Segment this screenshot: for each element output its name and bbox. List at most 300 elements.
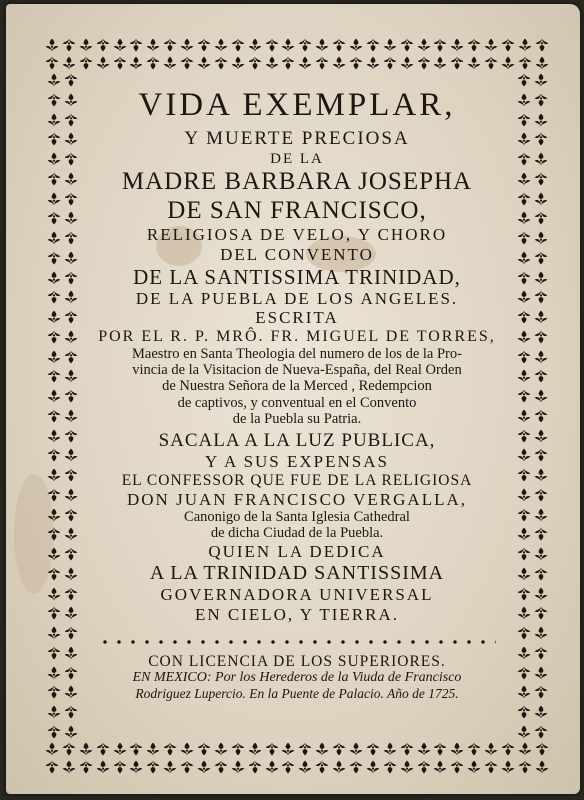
fleuron-icon <box>533 329 549 345</box>
fleuron-icon <box>63 112 79 128</box>
fleuron-icon <box>449 37 465 53</box>
fleuron-icon <box>63 230 79 246</box>
fleuron-icon <box>533 368 549 384</box>
fleuron-icon <box>46 586 62 602</box>
fleuron-icon <box>230 55 246 71</box>
fleuron-icon <box>517 759 533 775</box>
fleuron-icon <box>483 759 499 775</box>
fleuron-icon <box>297 759 313 775</box>
fleuron-icon <box>533 289 549 305</box>
fleuron-icon <box>63 151 79 167</box>
fleuron-icon <box>516 230 532 246</box>
border-ornament-pair <box>46 270 79 286</box>
fleuron-icon <box>416 741 432 757</box>
fleuron-icon <box>516 368 532 384</box>
fleuron-icon <box>46 171 62 187</box>
fleuron-icon <box>63 270 79 286</box>
fleuron-icon <box>432 759 448 775</box>
fleuron-icon <box>280 55 296 71</box>
fleuron-icon <box>63 289 79 305</box>
border-ornament-pair <box>46 724 79 740</box>
fleuron-icon <box>46 368 62 384</box>
fleuron-icon <box>533 586 549 602</box>
fleuron-icon <box>399 37 415 53</box>
border-ornament-pair <box>46 250 79 266</box>
fleuron-icon <box>533 724 549 740</box>
border-ornament-pair <box>46 210 79 226</box>
fleuron-icon <box>128 759 144 775</box>
border-ornament-pair <box>516 270 549 286</box>
fleuron-icon <box>46 526 62 542</box>
fleuron-icon <box>230 759 246 775</box>
fleuron-icon <box>399 55 415 71</box>
fleuron-icon <box>382 759 398 775</box>
fleuron-icon <box>63 191 79 207</box>
sponsor-line: EL CONFESSOR QUE FUE DE LA RELIGIOSA <box>121 471 473 489</box>
border-ornament-pair <box>516 388 549 404</box>
fleuron-icon <box>112 55 128 71</box>
fleuron-icon <box>95 37 111 53</box>
fleuron-icon <box>179 741 195 757</box>
fleuron-icon <box>46 92 62 108</box>
fleuron-icon <box>516 270 532 286</box>
fleuron-icon <box>196 55 212 71</box>
fleuron-icon <box>162 55 178 71</box>
author-line: POR EL R. P. MRÔ. FR. MIGUEL DE TORRES, <box>98 328 496 346</box>
fleuron-icon <box>46 507 62 523</box>
fleuron-icon <box>533 526 549 542</box>
fleuron-icon <box>162 37 178 53</box>
fleuron-icon <box>63 665 79 681</box>
fleuron-icon <box>533 704 549 720</box>
fleuron-icon <box>46 467 62 483</box>
fleuron-icon <box>44 741 60 757</box>
fleuron-icon <box>46 645 62 661</box>
fleuron-icon <box>247 759 263 775</box>
escrita-label: ESCRITA <box>255 308 339 328</box>
fleuron-icon <box>145 759 161 775</box>
border-ornament-pair <box>46 447 79 463</box>
fleuron-icon <box>44 37 60 53</box>
fleuron-icon <box>348 741 364 757</box>
fleuron-icon <box>46 349 62 365</box>
border-ornament-pair <box>46 329 79 345</box>
fleuron-icon <box>63 704 79 720</box>
border-ornament-pair <box>516 605 549 621</box>
fleuron-icon <box>516 546 532 562</box>
fleuron-icon <box>483 741 499 757</box>
fleuron-icon <box>78 37 94 53</box>
fleuron-icon <box>466 741 482 757</box>
border-ornament-pair <box>516 250 549 266</box>
fleuron-icon <box>46 566 62 582</box>
fleuron-icon <box>213 37 229 53</box>
fleuron-icon <box>46 289 62 305</box>
border-ornament-pair <box>46 368 79 384</box>
border-ornament-pair <box>516 309 549 325</box>
fleuron-icon <box>196 37 212 53</box>
fleuron-icon <box>348 37 364 53</box>
fleuron-icon <box>533 487 549 503</box>
fleuron-icon <box>314 55 330 71</box>
border-top-row <box>44 36 550 54</box>
fleuron-icon <box>63 171 79 187</box>
fleuron-icon <box>46 625 62 641</box>
fleuron-icon <box>432 741 448 757</box>
border-ornament-pair <box>516 625 549 641</box>
fleuron-icon <box>516 191 532 207</box>
border-ornament-pair <box>46 566 79 582</box>
border-ornament-pair <box>516 704 549 720</box>
fleuron-icon <box>63 329 79 345</box>
border-ornament-pair <box>516 191 549 207</box>
fleuron-icon <box>516 349 532 365</box>
border-ornament-pair <box>46 625 79 641</box>
border-left-column <box>44 72 80 740</box>
fleuron-icon <box>63 586 79 602</box>
fleuron-icon <box>63 131 79 147</box>
fleuron-icon <box>145 37 161 53</box>
border-ornament-pair <box>46 131 79 147</box>
border-ornament-pair <box>516 329 549 345</box>
fleuron-icon <box>516 467 532 483</box>
fleuron-icon <box>533 191 549 207</box>
fleuron-icon <box>95 741 111 757</box>
fleuron-icon <box>534 741 550 757</box>
fleuron-icon <box>516 428 532 444</box>
fleuron-icon <box>61 55 77 71</box>
fleuron-icon <box>46 684 62 700</box>
fleuron-icon <box>63 210 79 226</box>
fleuron-icon <box>247 37 263 53</box>
fleuron-icon <box>516 151 532 167</box>
border-top-row-2 <box>44 54 550 72</box>
fleuron-icon <box>382 55 398 71</box>
fleuron-icon <box>112 759 128 775</box>
fleuron-icon <box>280 37 296 53</box>
fleuron-icon <box>432 37 448 53</box>
fleuron-icon <box>466 759 482 775</box>
fleuron-icon <box>516 586 532 602</box>
border-ornament-pair <box>516 289 549 305</box>
fleuron-icon <box>78 55 94 71</box>
fleuron-icon <box>95 759 111 775</box>
border-ornament-pair <box>516 210 549 226</box>
fleuron-icon <box>533 428 549 444</box>
fleuron-icon <box>196 759 212 775</box>
fleuron-icon <box>61 759 77 775</box>
fleuron-icon <box>46 329 62 345</box>
fleuron-icon <box>63 250 79 266</box>
fleuron-icon <box>196 741 212 757</box>
dedication-line: GOVERNADORA UNIVERSAL <box>160 585 434 605</box>
sponsor-detail: de dicha Ciudad de la Puebla. <box>210 525 384 542</box>
fleuron-icon <box>516 112 532 128</box>
fleuron-icon <box>63 526 79 542</box>
fleuron-icon <box>46 724 62 740</box>
fleuron-icon <box>213 759 229 775</box>
fleuron-icon <box>348 55 364 71</box>
border-ornament-pair <box>46 704 79 720</box>
fleuron-icon <box>534 37 550 53</box>
border-ornament-pair <box>516 684 549 700</box>
border-ornament-pair <box>516 724 549 740</box>
fleuron-icon <box>432 55 448 71</box>
fleuron-icon <box>63 92 79 108</box>
fleuron-icon <box>449 55 465 71</box>
border-ornament-pair <box>516 645 549 661</box>
author-detail: vincia de la Visitacion de Nueva-España, del Real Orden <box>132 362 462 379</box>
fleuron-icon <box>500 55 516 71</box>
fleuron-icon <box>63 408 79 424</box>
fleuron-icon <box>533 684 549 700</box>
fleuron-icon <box>500 759 516 775</box>
ornamental-border <box>44 36 550 776</box>
border-ornament-pair <box>46 428 79 444</box>
fleuron-icon <box>179 55 195 71</box>
fleuron-icon <box>63 546 79 562</box>
border-ornament-pair <box>46 605 79 621</box>
border-ornament-pair <box>46 72 79 88</box>
border-bottom-row <box>44 758 550 776</box>
fleuron-icon <box>63 487 79 503</box>
border-ornament-pair <box>46 487 79 503</box>
fleuron-icon <box>533 210 549 226</box>
ornamental-divider <box>98 636 496 648</box>
fleuron-icon <box>46 230 62 246</box>
fleuron-icon <box>61 741 77 757</box>
border-ornament-pair <box>516 586 549 602</box>
fleuron-icon <box>46 428 62 444</box>
fleuron-icon <box>382 37 398 53</box>
fleuron-icon <box>533 92 549 108</box>
fleuron-icon <box>46 72 62 88</box>
fleuron-icon <box>483 55 499 71</box>
dedication-line: EN CIELO, Y TIERRA. <box>194 605 400 625</box>
border-ornament-pair <box>46 289 79 305</box>
fleuron-icon <box>63 566 79 582</box>
fleuron-icon <box>128 37 144 53</box>
fleuron-icon <box>516 566 532 582</box>
fleuron-icon <box>483 37 499 53</box>
subject-name-2: DE SAN FRANCISCO, <box>167 196 427 224</box>
fleuron-icon <box>314 37 330 53</box>
fleuron-icon <box>517 741 533 757</box>
fleuron-icon <box>46 605 62 621</box>
fleuron-icon <box>46 112 62 128</box>
imprint-line: EN MEXICO: Por los Herederos de la Viuda de Francisco <box>132 670 462 686</box>
dedication-line: QUIEN LA DEDICA <box>208 542 386 562</box>
fleuron-icon <box>63 625 79 641</box>
border-ornament-pair <box>516 546 549 562</box>
border-ornament-pair <box>516 72 549 88</box>
fleuron-icon <box>516 665 532 681</box>
fleuron-icon <box>466 37 482 53</box>
fleuron-icon <box>46 131 62 147</box>
fleuron-icon <box>500 741 516 757</box>
fleuron-icon <box>230 741 246 757</box>
fleuron-icon <box>533 665 549 681</box>
border-ornament-pair <box>46 586 79 602</box>
fleuron-icon <box>533 349 549 365</box>
fleuron-icon <box>533 447 549 463</box>
fleuron-icon <box>46 546 62 562</box>
fleuron-icon <box>314 741 330 757</box>
author-detail: de la Puebla su Patria. <box>232 410 362 427</box>
title-line: DEL CONVENTO <box>220 244 374 264</box>
fleuron-icon <box>63 645 79 661</box>
fleuron-icon <box>63 72 79 88</box>
fleuron-icon <box>516 487 532 503</box>
border-ornament-pair <box>516 131 549 147</box>
fleuron-icon <box>517 55 533 71</box>
fleuron-icon <box>264 55 280 71</box>
border-ornament-pair <box>516 526 549 542</box>
fleuron-icon <box>162 741 178 757</box>
license-line: CON LICENCIA DE LOS SUPERIORES. <box>148 653 446 670</box>
fleuron-icon <box>534 55 550 71</box>
border-ornament-pair <box>516 507 549 523</box>
border-ornament-pair <box>516 92 549 108</box>
border-ornament-pair <box>46 408 79 424</box>
fleuron-icon <box>46 388 62 404</box>
fleuron-icon <box>112 741 128 757</box>
fleuron-icon <box>533 230 549 246</box>
fleuron-icon <box>145 741 161 757</box>
border-ornament-pair <box>516 112 549 128</box>
fleuron-icon <box>63 447 79 463</box>
fleuron-icon <box>46 487 62 503</box>
border-ornament-pair <box>46 665 79 681</box>
fleuron-icon <box>516 72 532 88</box>
fleuron-icon <box>213 741 229 757</box>
fleuron-icon <box>416 37 432 53</box>
fleuron-icon <box>516 724 532 740</box>
fleuron-icon <box>213 55 229 71</box>
fleuron-icon <box>533 645 549 661</box>
fleuron-icon <box>264 759 280 775</box>
border-ornament-pair <box>46 191 79 207</box>
border-ornament-pair <box>46 309 79 325</box>
fleuron-icon <box>533 171 549 187</box>
fleuron-icon <box>46 665 62 681</box>
book-page <box>6 4 580 794</box>
publication-line: SACALA A LA LUZ PUBLICA, <box>158 430 436 452</box>
subject-name: MADRE BARBARA JOSEPHA <box>121 168 473 196</box>
fleuron-icon <box>61 37 77 53</box>
dedication-line: A LA TRINIDAD SANTISSIMA <box>149 562 445 585</box>
border-ornament-pair <box>46 230 79 246</box>
subtitle: Y MUERTE PRECIOSA <box>184 127 410 149</box>
border-ornament-pair <box>516 230 549 246</box>
border-ornament-pair <box>516 447 549 463</box>
border-ornament-pair <box>46 171 79 187</box>
fleuron-icon <box>247 741 263 757</box>
border-ornament-pair <box>46 92 79 108</box>
fleuron-icon <box>63 309 79 325</box>
fleuron-icon <box>516 250 532 266</box>
fleuron-icon <box>280 759 296 775</box>
border-ornament-pair <box>516 665 549 681</box>
fleuron-icon <box>382 741 398 757</box>
border-ornament-pair <box>46 112 79 128</box>
fleuron-icon <box>533 72 549 88</box>
fleuron-icon <box>399 741 415 757</box>
border-ornament-pair <box>46 349 79 365</box>
border-ornament-pair <box>516 467 549 483</box>
fleuron-icon <box>46 270 62 286</box>
border-ornament-pair <box>516 349 549 365</box>
border-ornament-pair <box>516 151 549 167</box>
border-right-column <box>514 72 550 740</box>
fleuron-icon <box>365 37 381 53</box>
fleuron-icon <box>500 37 516 53</box>
fleuron-icon <box>516 447 532 463</box>
convent-name: DE LA SANTISSIMA TRINIDAD, <box>133 264 461 289</box>
border-ornament-pair <box>516 368 549 384</box>
fleuron-icon <box>365 759 381 775</box>
fleuron-icon <box>63 507 79 523</box>
fleuron-icon <box>46 191 62 207</box>
fleuron-icon <box>179 37 195 53</box>
fleuron-icon <box>63 368 79 384</box>
fleuron-icon <box>516 605 532 621</box>
fleuron-icon <box>399 759 415 775</box>
fleuron-icon <box>46 408 62 424</box>
fleuron-icon <box>63 428 79 444</box>
fleuron-icon <box>516 289 532 305</box>
fleuron-icon <box>533 625 549 641</box>
publication-line: Y A SUS EXPENSAS <box>205 452 389 472</box>
fleuron-icon <box>533 131 549 147</box>
fleuron-icon <box>516 329 532 345</box>
border-ornament-pair <box>516 428 549 444</box>
fleuron-icon <box>331 741 347 757</box>
fleuron-icon <box>516 507 532 523</box>
border-ornament-pair <box>516 487 549 503</box>
sponsor-detail: Canonigo de la Santa Iglesia Cathedral <box>184 509 410 526</box>
fleuron-icon <box>44 759 60 775</box>
fleuron-icon <box>516 210 532 226</box>
fleuron-icon <box>297 55 313 71</box>
convent-location: DE LA PUEBLA DE LOS ANGELES. <box>135 288 459 308</box>
fleuron-icon <box>46 151 62 167</box>
fleuron-icon <box>516 131 532 147</box>
fleuron-icon <box>331 55 347 71</box>
border-ornament-pair <box>516 566 549 582</box>
fleuron-icon <box>533 546 549 562</box>
fleuron-icon <box>264 741 280 757</box>
fleuron-icon <box>63 388 79 404</box>
fleuron-icon <box>533 250 549 266</box>
imprint-line: Rodriguez Lupercio. En la Puente de Palacio. Año de 1725. <box>135 685 459 701</box>
fleuron-icon <box>63 684 79 700</box>
fleuron-icon <box>533 151 549 167</box>
fleuron-icon <box>95 55 111 71</box>
fleuron-icon <box>533 270 549 286</box>
fleuron-icon <box>46 309 62 325</box>
fleuron-icon <box>516 92 532 108</box>
fleuron-icon <box>162 759 178 775</box>
title-line: RELIGIOSA DE VELO, Y CHORO <box>146 224 448 244</box>
fleuron-icon <box>145 55 161 71</box>
border-ornament-pair <box>46 684 79 700</box>
fleuron-icon <box>63 467 79 483</box>
fleuron-icon <box>46 210 62 226</box>
fleuron-icon <box>63 724 79 740</box>
fleuron-icon <box>280 741 296 757</box>
fleuron-icon <box>516 388 532 404</box>
